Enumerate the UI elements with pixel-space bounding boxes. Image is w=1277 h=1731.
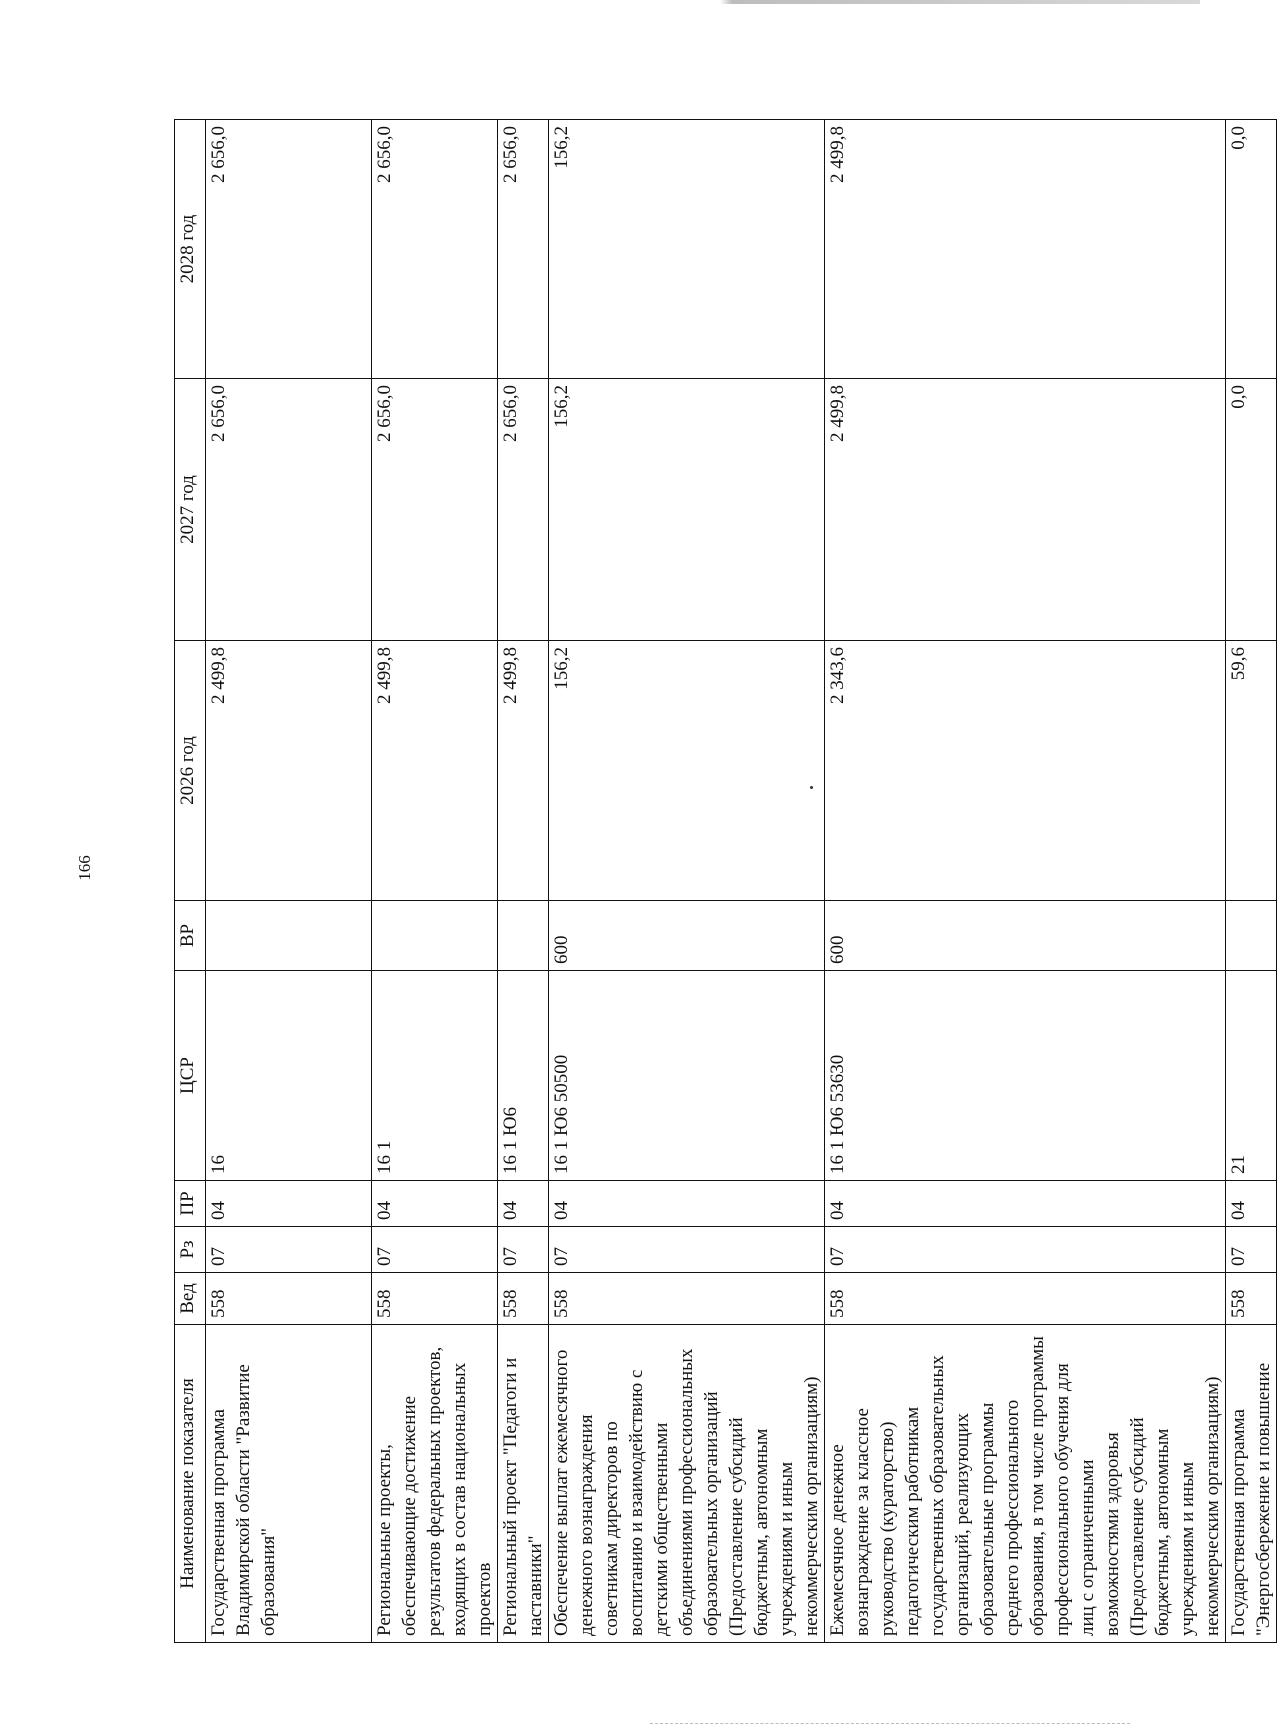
table-row xyxy=(372,120,498,1643)
cell-rz: 07 xyxy=(1226,1227,1277,1273)
cell-pr: 04 xyxy=(1226,1181,1277,1227)
cell-2028: 156,2 xyxy=(549,120,825,379)
cell-vr xyxy=(498,901,549,971)
cell-2028: 2 656,0 xyxy=(498,120,549,379)
cell-2026: 2 499,8 xyxy=(206,641,372,901)
cell-vr: 600 xyxy=(825,901,1226,971)
cell-ved: 558 xyxy=(498,1273,549,1325)
cell-2026: 59,6 xyxy=(1226,641,1277,901)
cell-pr: 04 xyxy=(372,1181,498,1227)
cell-2028: 2 499,8 xyxy=(825,120,1226,379)
header-rz: Рз xyxy=(175,1227,206,1273)
cell-2026: 2 343,6 xyxy=(825,641,1226,901)
cell-2026: 2 499,8 xyxy=(498,641,549,901)
cell-rz: 07 xyxy=(498,1227,549,1273)
cell-csr: 16 1 xyxy=(372,971,498,1181)
cell-2026: 2 499,8 xyxy=(372,641,498,901)
cell-pr: 04 xyxy=(206,1181,372,1227)
table-row xyxy=(498,120,549,1643)
cell-pr: 04 xyxy=(825,1181,1226,1227)
table-header-row xyxy=(175,120,206,1643)
cell-name: Обеспечение выплат ежемесячного денежного вознаграждения советникам директоров по воспитанию и взаимодействию с детскими общественными объединениями профессиональных образовательных организаций (Предоставление субсидий бюджетным, автономным учреждениям и иным некоммерческим организациям) xyxy=(549,1325,825,1643)
cell-2028: 2 656,0 xyxy=(372,120,498,379)
cell-csr: 16 1 Ю6 xyxy=(498,971,549,1181)
cell-rz: 07 xyxy=(825,1227,1226,1273)
cell-name: Ежемесячное денежное вознаграждение за классное руководство (кураторство) педагогическим работникам государственных образовательных организаций, реализующих образовательные программы среднего профессионального образования, в том числе программы профессионального обучения для лиц с ограниченными возможностями здоровья (Предоставление субсидий бюджетным, автономным учреждениям и иным некоммерческим организациям) xyxy=(825,1325,1226,1643)
scan-top-edge xyxy=(0,0,1200,4)
cell-name: Региональные проекты, обеспечивающие достижение результатов федеральных проектов, входящих в состав национальных проектов xyxy=(372,1325,498,1643)
cell-2027: 2 656,0 xyxy=(498,379,549,641)
cell-2028: 0,0 xyxy=(1226,120,1277,379)
table-row xyxy=(549,120,825,1643)
cell-2026: 156,2 xyxy=(549,641,825,901)
cell-csr: 16 xyxy=(206,971,372,1181)
cell-vr xyxy=(206,901,372,971)
header-name: Наименование показателя xyxy=(175,1325,206,1643)
cell-rz: 07 xyxy=(206,1227,372,1273)
header-ved: Вед xyxy=(175,1273,206,1325)
cell-2027: 2 656,0 xyxy=(206,379,372,641)
cell-vr: 600 xyxy=(549,901,825,971)
scan-bottom-edge xyxy=(650,1723,1130,1725)
header-2026: 2026 год xyxy=(175,641,206,901)
cell-2028: 2 656,0 xyxy=(206,120,372,379)
page-number: 166 xyxy=(74,855,94,881)
cell-ved: 558 xyxy=(825,1273,1226,1325)
cell-csr: 16 1 Ю6 50500 xyxy=(549,971,825,1181)
cell-ved: 558 xyxy=(549,1273,825,1325)
header-2027: 2027 год xyxy=(175,379,206,641)
header-pr: ПР xyxy=(175,1181,206,1227)
cell-pr: 04 xyxy=(549,1181,825,1227)
table-row xyxy=(206,120,372,1643)
header-vr: ВР xyxy=(175,901,206,971)
cell-ved: 558 xyxy=(1226,1273,1277,1325)
cell-2027: 2 656,0 xyxy=(372,379,498,641)
cell-name: Государственная программа "Энергосбережение и повышение xyxy=(1226,1325,1277,1643)
cell-ved: 558 xyxy=(372,1273,498,1325)
cell-name: Государственная программа Владимирской области "Развитие образования" xyxy=(206,1325,372,1643)
cell-name: Региональный проект "Педагоги и наставники" xyxy=(498,1325,549,1643)
table-row xyxy=(1226,120,1277,1643)
table-rotated-container xyxy=(174,120,1274,1643)
cell-ved: 558 xyxy=(206,1273,372,1325)
cell-csr: 21 xyxy=(1226,971,1277,1181)
cell-2027: 0,0 xyxy=(1226,379,1277,641)
header-2028: 2028 год xyxy=(175,120,206,379)
table-row xyxy=(825,120,1226,1643)
budget-table xyxy=(174,119,1277,1643)
cell-pr: 04 xyxy=(498,1181,549,1227)
cell-vr xyxy=(1226,901,1277,971)
cell-2027: 2 499,8 xyxy=(825,379,1226,641)
cell-2027: 156,2 xyxy=(549,379,825,641)
cell-rz: 07 xyxy=(549,1227,825,1273)
cell-rz: 07 xyxy=(372,1227,498,1273)
header-csr: ЦСР xyxy=(175,971,206,1181)
cell-csr: 16 1 Ю6 53630 xyxy=(825,971,1226,1181)
cell-vr xyxy=(372,901,498,971)
